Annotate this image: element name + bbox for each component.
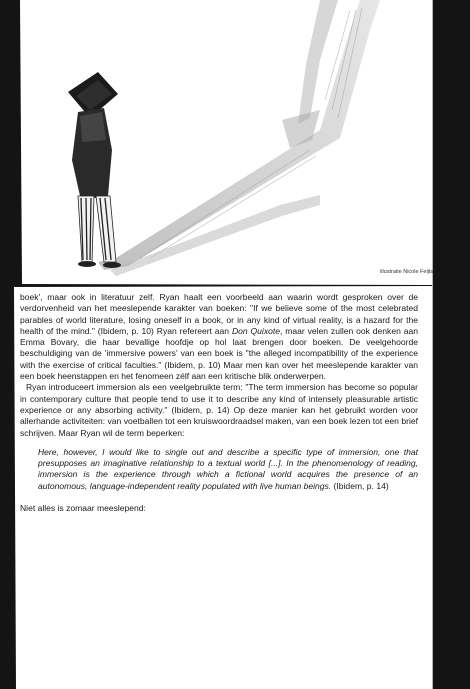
paragraph-1 bbox=[20, 292, 418, 382]
block-quote-reference: (Ibidem, p. 14) bbox=[331, 480, 389, 491]
body-text bbox=[20, 292, 418, 514]
page-edge-rule bbox=[432, 0, 433, 689]
illustration-drawing bbox=[20, 0, 432, 285]
illustration-caption: illustratie Nicole Feijts bbox=[380, 269, 434, 275]
closing-line: Niet alles is zomaar meeslepend: bbox=[20, 503, 146, 514]
block-quote-text: Here, however, I would like to single out and describe a specific type of immersion, one that presupposes an imaginative relationship to a textual world [...]. In the phenomenology of reading, immersion is the experience through which a fictional world acquires the presence of an autonomous, language-independent reality populated with live human beings. bbox=[38, 446, 418, 491]
paragraph-2: Ryan introduceert immersion als een veelgebruikte term: "The term immersion has become so popular in contemporary culture that people tend to use it to describe any kind of intensely pleasurable artistic experience or any absorbing activity." (Ibidem, p. 14) Op deze manier kan het gebruikt worden voor allerhande activiteiten: van voetballen tot een kruiswoordraadsel maken, van een boek lezen tot een brief schrijven. Maar Ryan wil de term beperken: bbox=[20, 382, 418, 438]
illustration bbox=[20, 0, 432, 285]
block-quote bbox=[38, 447, 418, 492]
paragraph-1-tail: , maar velen zullen ook denken aan Emma Bovary, die haar bevallige hoofdje op hol laat brengen door boeken. De veelgehoorde beschuldiging van de 'immersive powers' van een boek is "the alleged incompatibility of the experience with the exercise of critical faculties." (Ibidem, p. 10) Maar men kan over het meeslepende karakter van een boek heenstappen en het fenomeen zélf aan een kritische blik onderwerpen. bbox=[20, 325, 418, 382]
paragraph-1-title: Don Quixote bbox=[231, 325, 280, 336]
paragraph-1-text: boek', maar ook in literatuur zelf. Ryan haalt een voorbeeld aan waarin wordt gesproken over de verdorvenheid van het meeslepende karakter van boeken: "If we believe some of the most celebrated parables of world literature, losing oneself in a book, or in any kind of virtual reality, is a hazard for the health of the mind." (Ibidem, p. 10) Ryan refereert aan bbox=[20, 292, 418, 336]
